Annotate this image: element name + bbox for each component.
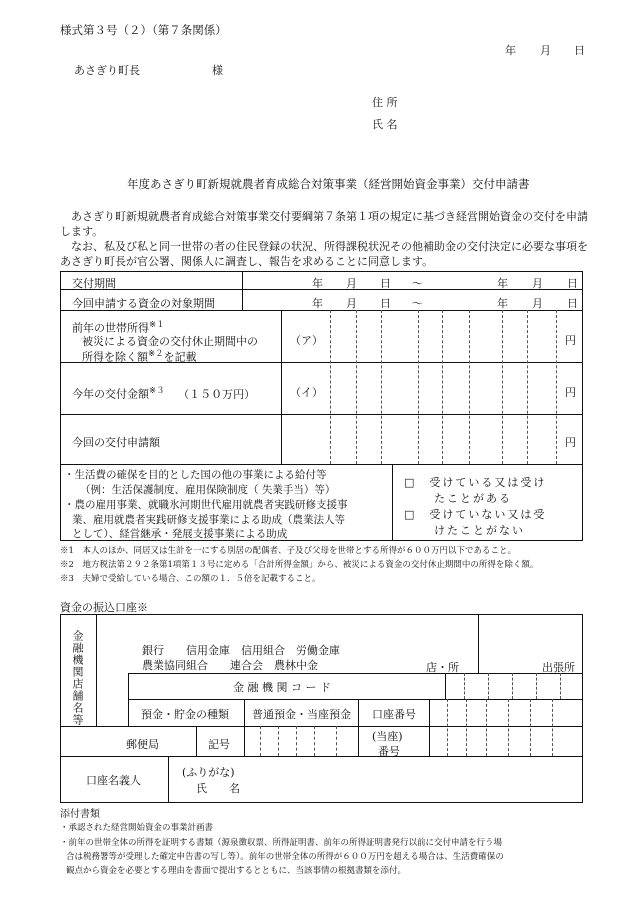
- note-3: ※3 夫婦で受給している場合、この額の１．５倍を記載すること。: [60, 574, 321, 584]
- deposit-type-label: 預金・貯金の種類: [141, 708, 229, 721]
- intro-paragraph-1: あさぎり町新規就農者育成総合対策事業交付要綱第７条第１項の規定に基づき経営開始資金の交付を申請します。: [60, 210, 588, 238]
- furigana-label: (ふりがな): [182, 766, 235, 779]
- document-title: 年度あさぎり町新規就農者育成総合対策事業（経営開始資金事業）交付申請書: [127, 177, 530, 191]
- addressee: あさぎり町長: [74, 64, 140, 77]
- bank-section-title: 資金の振込口座※: [60, 601, 148, 614]
- request-start-month: 月: [346, 297, 357, 310]
- attachments-title: 添付書類: [60, 809, 100, 820]
- request-amount-yen: 円: [565, 436, 576, 449]
- office-label: 出張所: [542, 661, 575, 674]
- period-start-month: 月: [346, 277, 357, 290]
- name-label: 氏 名: [372, 118, 398, 131]
- period-end-month: 月: [532, 277, 543, 290]
- prev-income-label-3: 所得を除く額$^{※2}$を記載: [82, 349, 197, 364]
- period-label: 交付期間: [72, 277, 116, 290]
- this-year-amount-label: 今年の交付金額$^{※3}$ （１５０万円）: [72, 386, 256, 401]
- benefits-line-5: として）、経営継承・発展支援事業による助成: [72, 528, 288, 540]
- mark-i: （イ）: [290, 386, 323, 399]
- bank-code-label: 金 融 機 関 コ ー ド: [233, 681, 331, 694]
- benefits-line-4: 業、雇用就農者実践研修支援事業による助成（農業法人等: [72, 514, 345, 526]
- address-label: 住 所: [372, 96, 398, 109]
- prev-income-label: 前年の世帯所得$^{※1}$: [72, 320, 165, 335]
- request-start-year: 年: [312, 297, 323, 310]
- request-period-label: 今回申請する資金の対象期間: [72, 297, 215, 310]
- account-holder-label: 口座名義人: [86, 774, 141, 787]
- date-year-label: 年: [505, 44, 516, 57]
- postal-office-label: 郵便局: [126, 738, 159, 751]
- account-number-label: 口座番号: [372, 708, 416, 721]
- period-end-year: 年: [497, 277, 508, 290]
- request-amount-label: 今回の交付申請額: [72, 436, 160, 449]
- request-tilde: ～: [412, 297, 423, 310]
- period-start-year: 年: [312, 277, 323, 290]
- deposit-type-value: 普通預金・当座預金: [252, 708, 351, 721]
- holder-name-label: 氏 名: [196, 782, 240, 795]
- request-end-year: 年: [497, 297, 508, 310]
- request-end-month: 月: [532, 297, 543, 310]
- benefits-line-2: （例：生活保護制度、雇用保険制度（ 失業手当）等）: [80, 484, 336, 496]
- period-end-day: 日: [567, 277, 578, 290]
- benefits-line-1: ・生活費の確保を目的とした国の他の事業による給付等: [64, 469, 327, 481]
- branch-label: 店・所: [426, 661, 459, 674]
- period-tilde: ～: [412, 277, 423, 290]
- this-year-yen: 円: [565, 386, 576, 399]
- option-not-received-label-2: けたことがない: [434, 524, 525, 537]
- option-received-label-2: たことがある: [434, 492, 512, 505]
- prev-income-label-2: 被災による資金の交付休止期間中の: [82, 335, 258, 348]
- symbol-label: 記号: [208, 738, 230, 751]
- intro-paragraph-2: なお、私及び私と同一世帯の者の住民登録の状況、所得課税状況その他補助金の交付決定に必要な事項をあさぎり町長が官公署、関係人に調査し、報告を求めることに同意します。: [60, 240, 588, 268]
- period-start-day: 日: [380, 277, 391, 290]
- form-number: 様式第３号（２）（第７条関係）: [60, 23, 227, 37]
- date-month-label: 月: [540, 44, 551, 57]
- attachment-item-2-line-1: ・前年の世帯全体の所得を証明する書類（源泉徴収票、所得証明書、前年の所得証明書発行以前に交付申請を行う場: [60, 838, 503, 848]
- postal-number-label: 番号: [378, 745, 400, 758]
- attachment-item-2-line-3: 観点から資金を必要とする理由を書面で提出するとともに、当該事情の根拠書類を添付。: [66, 866, 407, 876]
- prev-income-yen: 円: [565, 334, 576, 347]
- bank-types-line-2: 農業協同組合 連合会 農林中金: [142, 659, 318, 672]
- request-end-day: 日: [567, 297, 578, 310]
- option-received-checkbox[interactable]: □ 受けている又は受け: [404, 476, 547, 489]
- note-2: ※2 地方税法第２９２条第1項第１３号に定める「合計所得金額」から、被災による資金の交付休止期間中の所得を除く額。: [60, 560, 539, 570]
- current-account-label: (当座): [372, 730, 403, 743]
- note-1: ※1 本人のほか、同居又は生計を一にする別居の配偶者、子及び父母を世帯とする所得が６００万円以下であること。: [60, 546, 516, 556]
- honorific: 様: [212, 64, 223, 77]
- bank-side-label: 金融機関店舗名等: [71, 630, 84, 726]
- option-not-received-checkbox[interactable]: □ 受けていない又は受: [404, 508, 547, 521]
- bank-types-line-1: 銀行 信用金庫 信用組合 労働金庫: [142, 644, 340, 657]
- date-day-label: 日: [574, 44, 585, 57]
- attachment-item-2-line-2: 合は税務署等が受理した確定申告書の写し等）。前年の世帯全体の所得が６００万円を超える場合は、生活費確保の: [66, 852, 504, 862]
- benefits-line-3: ・農の雇用事業、就職氷河期世代雇用就農者実践研修支援事: [64, 499, 348, 511]
- request-start-day: 日: [380, 297, 391, 310]
- attachment-item-1: ・承認された経営開始資金の事業計画書: [60, 823, 214, 833]
- mark-a: （ア）: [290, 334, 323, 347]
